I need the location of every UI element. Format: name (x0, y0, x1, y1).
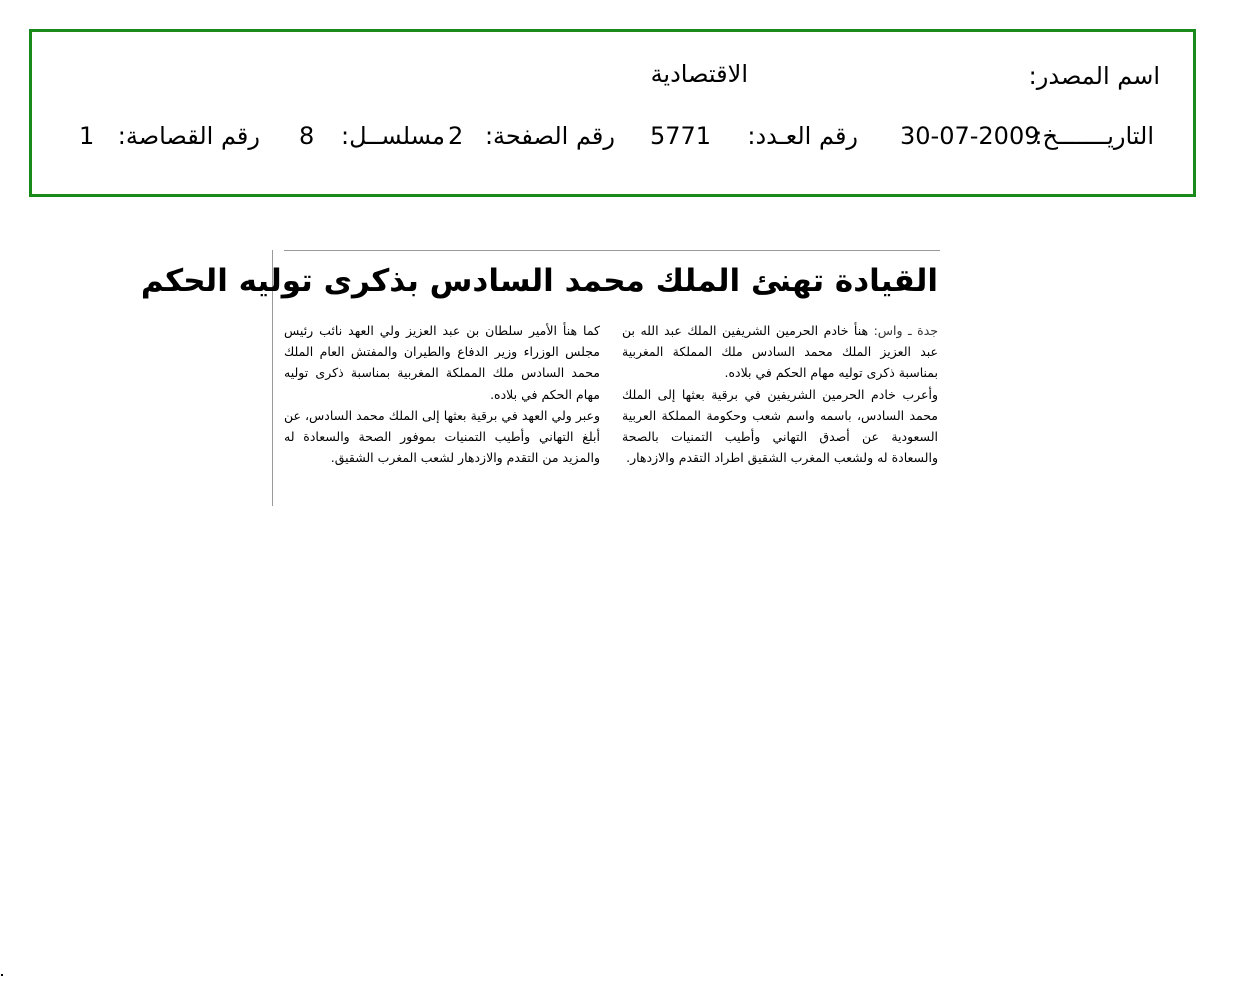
issue-value: 5771 (650, 122, 712, 150)
article-column-left (284, 320, 600, 468)
news-clipping (140, 250, 940, 508)
clipping-top-rule (284, 250, 940, 251)
page-value: 2 (448, 122, 464, 150)
serial-label: مسلســل: (341, 122, 445, 150)
article-dateline: جدة ـ واس: (873, 323, 938, 338)
article-headline: القيادة تهنئ الملك محمد السادس بذكرى توليه الحكم (140, 263, 938, 299)
clipping-label: رقم القصاصة: (117, 122, 260, 150)
date-label: التاريـــــــخ: (1034, 122, 1154, 150)
article-column-right (622, 320, 938, 468)
article-paragraph: كما هنأ الأمير سلطان بن عبد العزيز ولي العهد نائب رئيس مجلس الوزراء وزير الدفاع والطيران والمفتش العام الملك محمد السادس ملك المملكة المغربية بمناسبة ذكرى توليه مهام الحكم في بلاده. (284, 323, 600, 402)
clipping-metadata-box (29, 29, 1196, 197)
issue-label: رقم العـدد: (747, 122, 858, 150)
source-value: الاقتصادية (650, 60, 748, 88)
article-paragraph: وعبر ولي العهد في برقية بعثها إلى الملك محمد السادس، عن أبلغ التهاني وأطيب التمنيات بموفور الصحة والسعادة له والمزيد من التقدم والازدهار لشعب المغرب الشقيق. (284, 407, 600, 466)
source-label: اسم المصدر: (1028, 62, 1160, 90)
date-value: 30-07-2009 (900, 122, 1040, 150)
serial-value: 8 (299, 122, 315, 150)
clipping-value: 1 (79, 122, 95, 150)
article-paragraph: وأعرب خادم الحرمين الشريفين في برقية بعثها إلى الملك محمد السادس، باسمه واسم شعب وحكومة المملكة العربية السعودية عن أصدق التهاني وأطيب التمنيات بالصحة والسعادة له ولشعب المغرب الشقيق اطراد التقدم والازدهار. (622, 386, 938, 466)
page-label: رقم الصفحة: (484, 122, 615, 150)
article-paragraph-text: هنأ خادم الحرمين الشريفين الملك عبد الله بن عبد العزيز الملك محمد السادس ملك المملكة المغربية بمناسبة ذكرى توليه مهام الحكم في بلاده. (622, 323, 938, 381)
page-corner-mark (1, 974, 3, 976)
article-paragraph (622, 320, 938, 384)
